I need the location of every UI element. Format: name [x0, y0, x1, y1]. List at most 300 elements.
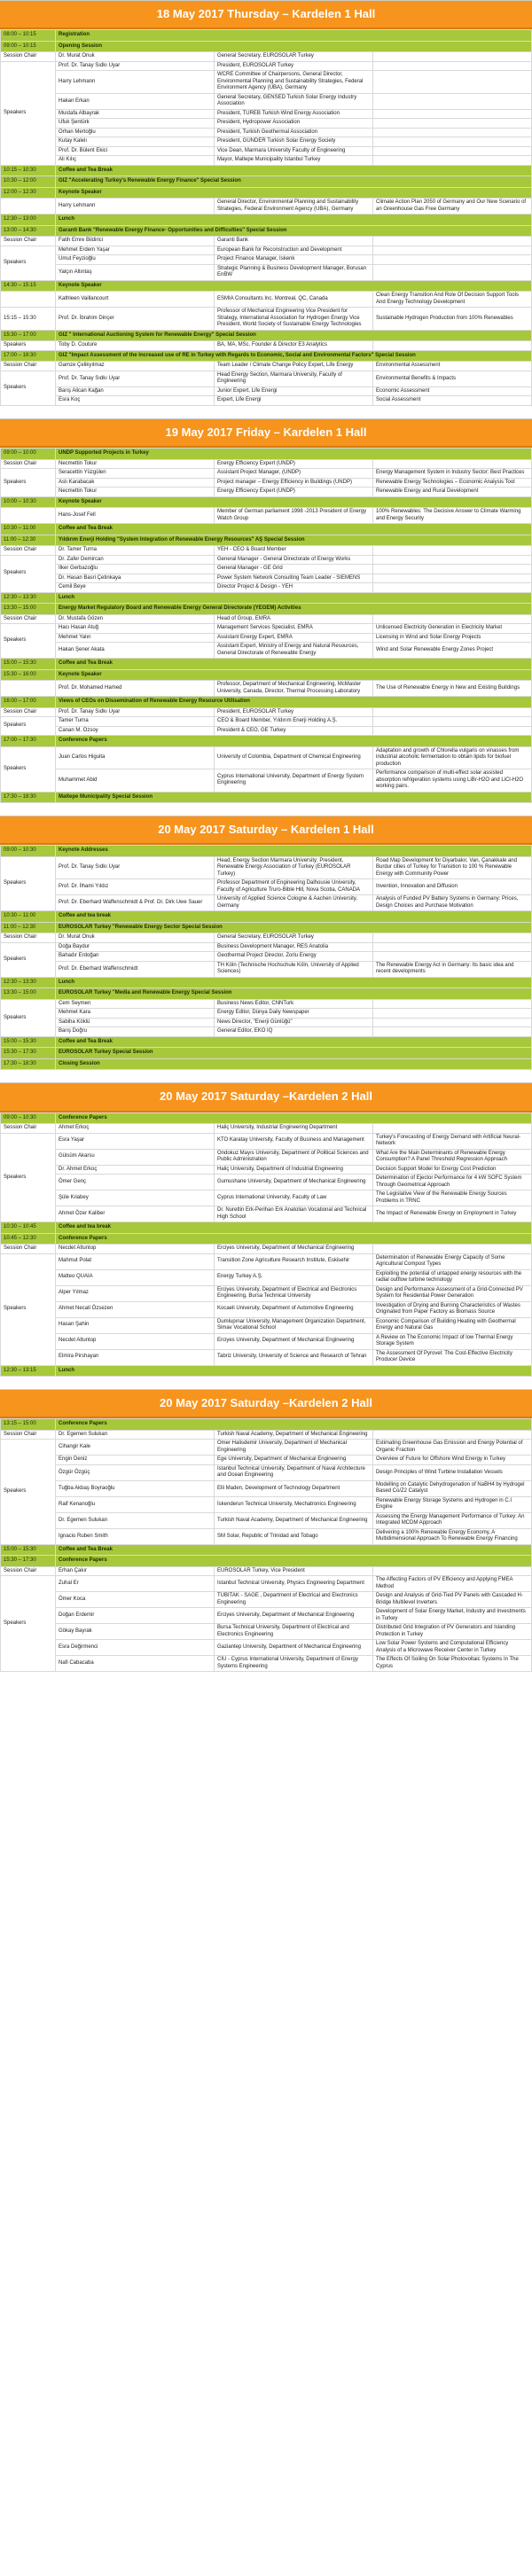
role-label: Speakers: [1, 469, 56, 497]
person-affiliation: Energy Efficiency Expert (UNDP): [215, 488, 373, 497]
speaker-row: [1, 1464, 532, 1480]
paper-title: Unlicensed Electricity Generation in Electricity Market: [373, 624, 532, 634]
session-title: Opening Session: [56, 41, 532, 52]
session-time: 09:00 – 10:30: [1, 846, 56, 857]
session-title: Conference Papers: [56, 1419, 532, 1431]
person-name: Dr. Ahmet Erkoç: [56, 1165, 215, 1175]
speaker-row: [1, 1269, 532, 1285]
role-label: Session Chair: [1, 614, 56, 624]
speaker-row: [1, 128, 532, 137]
person-affiliation: Assistant Project Manager, (UNDP): [215, 469, 373, 479]
speaker-row: [1, 769, 532, 792]
session-time: 13:30 – 15:00: [1, 988, 56, 1000]
person-affiliation: EUROSOLAR Turkey, Vice President: [215, 1566, 373, 1576]
speaker-row: [1, 726, 532, 736]
session-title: Lunch: [56, 977, 532, 988]
person-name: Doğa Baydur: [56, 942, 215, 952]
paper-title: [373, 999, 532, 1009]
person-name: Mehmet Kara: [56, 1009, 215, 1019]
paper-title: Design Principles of Wind Turbine Installation Vessels: [373, 1464, 532, 1480]
speaker-row: [1, 1009, 532, 1019]
session-time: 15:00 – 15:30: [1, 1036, 56, 1048]
person-affiliation: ESMIA Consultants Inc. Montreal, QC, Canada: [215, 292, 373, 308]
speaker-row: [1, 583, 532, 593]
session-time: 09:00 – 10:30: [1, 1112, 56, 1124]
person-affiliation: BA, MA, MSc. Founder & Director E3 Analytics: [215, 341, 373, 351]
session-title: GIZ "Accelerating Turkey's Renewable Energy Finance" Special Session: [56, 176, 532, 188]
paper-title: [373, 565, 532, 574]
person-affiliation: Power System Network Consulting Team Leader - SIEMENS: [215, 574, 373, 583]
person-affiliation: General Manager - General Directorate of Energy Works: [215, 555, 373, 565]
person-affiliation: Ondokuz Mayıs University, Department of Political Sciences and Public Administration: [215, 1149, 373, 1165]
person-affiliation: Strategic Planning & Business Development Manager, Borusan EnBW: [215, 264, 373, 280]
person-affiliation: Gumushane University, Department of Mechanical Engineering: [215, 1175, 373, 1190]
paper-title: Clean Energy Transition And Role Of Decision Support Tools And Energy Technology Development: [373, 292, 532, 308]
person-affiliation: Turkish Naval Academy, Department of Mechanical Engineering: [215, 1512, 373, 1528]
role-label: Speakers: [1, 1253, 56, 1365]
person-name: Ahmet Özer Kaliber: [56, 1206, 215, 1222]
paper-title: Renewable Energy Storage Systems and Hydrogen in C.I Engine: [373, 1496, 532, 1512]
session-header-row: [1, 846, 532, 857]
paper-title: [373, 1027, 532, 1037]
paper-title: The Affecting Factors of PV Efficiency and Applying FMEA Method: [373, 1576, 532, 1592]
person-affiliation: President & CEO, GE Turkey: [215, 726, 373, 736]
session-chair-row: [1, 52, 532, 62]
person-name: Yalçın Altıntaş: [56, 264, 215, 280]
person-affiliation: Project manager – Energy Efficiency in Buildings (UNDP): [215, 478, 373, 488]
speaker-row: [1, 246, 532, 255]
person-name: Dr. Egemen Sulukan: [56, 1430, 215, 1440]
person-affiliation: European Bank for Reconstruction and Development: [215, 246, 373, 255]
session-header-row: [1, 736, 532, 747]
speaker-row: [1, 961, 532, 977]
speaker-row: [1, 469, 532, 479]
person-affiliation: Haliç University, Industrial Engineering Department: [215, 1124, 373, 1134]
session-chair-row: [1, 546, 532, 556]
paper-title: [373, 237, 532, 246]
person-affiliation: General Director, Environmental Planning and Sustainability Strategies, Federal Environment Agency (UBA), Germany: [215, 199, 373, 215]
session-title: GIZ "Impact Assessment of the Increased use of RE in Turkey with Regards to Economic, Social and Environmental Factors" Special Session: [56, 350, 532, 362]
person-name: Doğan Erdemir: [56, 1608, 215, 1624]
person-name: Sabiha Köklü: [56, 1018, 215, 1027]
person-affiliation: Management Services Specialist, EMRA: [215, 624, 373, 634]
session-title: Coffee and Tea Break: [56, 524, 532, 535]
session-title: Coffee and Tea Break: [56, 1544, 532, 1556]
session-chair-row: [1, 707, 532, 717]
person-affiliation: Director Project & Design - YEH: [215, 583, 373, 593]
speaker-row: [1, 119, 532, 129]
session-title: Conference Papers: [56, 1112, 532, 1124]
role-label: Session Chair: [1, 237, 56, 246]
person-name: Harry Lehmann: [56, 71, 215, 94]
paper-title: Delivering a 100% Renewable Energy Economy, A Multidimensional Approach To Renewable Energy Financing: [373, 1528, 532, 1544]
session-title: Registration: [56, 30, 532, 42]
person-name: Kutay Kalelı: [56, 137, 215, 147]
role-label: [1, 292, 56, 308]
day-section: [0, 1389, 532, 1672]
person-affiliation: Elli Maden, Development of Technology Department: [215, 1480, 373, 1496]
session-time: 11:00 – 12:30: [1, 535, 56, 546]
paper-title: Adaptation and growth of Chlorella vulgaris on vinasses from industrial alcoholic fermentation to obtain lipids for biofuel production: [373, 746, 532, 769]
person-affiliation: General Secretary, EUROSOLAR Turkey: [215, 52, 373, 62]
paper-title: Renewable Energy and Rural Development: [373, 488, 532, 497]
session-time: 13:30 – 15:00: [1, 604, 56, 615]
person-affiliation: Business News Editor, CNNTurk: [215, 999, 373, 1009]
person-affiliation: Assistant Energy Expert, EMRA: [215, 633, 373, 643]
role-label: Session Chair: [1, 546, 56, 556]
session-title: Closing Session: [56, 1058, 532, 1070]
person-affiliation: Istanbul Technical University, Department of Naval Architecture and Ocean Engineering: [215, 1464, 373, 1480]
role-label: Speakers: [1, 856, 56, 911]
speaker-row: [1, 895, 532, 911]
person-name: Mustafa Albayrak: [56, 109, 215, 119]
paper-title: [373, 952, 532, 962]
paper-title: [373, 71, 532, 94]
session-time: 10:15 – 10:30: [1, 165, 56, 176]
role-label: Speakers: [1, 1576, 56, 1672]
schedule-table: [0, 29, 532, 406]
paper-title: Economic Assessment: [373, 386, 532, 396]
paper-title: [373, 1430, 532, 1440]
person-name: Hakan Şener Akata: [56, 643, 215, 659]
session-time: 09:00 – 10:15: [1, 41, 56, 52]
paper-title: [373, 264, 532, 280]
session-header-row: [1, 1112, 532, 1124]
speaker-row: [1, 555, 532, 565]
paper-title: 100% Renewables: The Decisive Answer to Climate Warming and Energy Security: [373, 508, 532, 524]
paper-title: [373, 574, 532, 583]
person-affiliation: Assistant Expert, Ministry of Energy and Natural Resources, General Directorate of Renewable Energy: [215, 643, 373, 659]
role-label: Speakers: [1, 61, 56, 165]
session-time: 16:00 – 17:00: [1, 697, 56, 708]
speaker-row: [1, 308, 532, 331]
speaker-row: [1, 1190, 532, 1206]
session-chair-row: [1, 1566, 532, 1576]
speaker-row: [1, 1018, 532, 1027]
role-label: 15:15 – 15:30: [1, 308, 56, 331]
person-affiliation: Expert, Life Energi: [215, 396, 373, 406]
session-title: Conference Papers: [56, 1556, 532, 1567]
session-time: 17:00 – 18:30: [1, 350, 56, 362]
person-name: Cemil Beye: [56, 583, 215, 593]
speaker-row: [1, 999, 532, 1009]
session-time: 15:00 – 15:30: [1, 1544, 56, 1556]
person-affiliation: Geothermal Project Director, Zorlu Energy: [215, 952, 373, 962]
paper-title: Environmental Assessment: [373, 362, 532, 371]
person-affiliation: TÜBİTAK - SAGE , Department of Electrical and Electronics Engineering: [215, 1592, 373, 1608]
speaker-row: [1, 717, 532, 727]
paper-title: Design and Analysis of Grid-Tied PV Panels with Cascaded H-Bridge Multilevel Inverters: [373, 1592, 532, 1608]
speaker-row: [1, 61, 532, 71]
person-name: Raif Kenanoğlu: [56, 1496, 215, 1512]
person-affiliation: News Director, "Enerji Günlüğü": [215, 1018, 373, 1027]
paper-title: Road Map Development for Diyarbakır, Van, Çanakkale and Burdur cities of Turkey for Transition to 100 % Renewable Energy with Community Power: [373, 856, 532, 879]
role-label: [1, 681, 56, 697]
session-time: 13:00 – 14:30: [1, 225, 56, 237]
session-header-row: [1, 535, 532, 546]
role-label: Speakers: [1, 746, 56, 792]
role-label: Session Chair: [1, 362, 56, 371]
session-header-row: [1, 1419, 532, 1431]
role-label: Speakers: [1, 1133, 56, 1222]
session-header-row: [1, 659, 532, 670]
speaker-row: [1, 1027, 532, 1037]
person-name: Prof. Dr. Bülent Ekici: [56, 146, 215, 156]
person-name: Prof. Dr. İbrahim Dinçer: [56, 308, 215, 331]
speaker-row: [1, 1640, 532, 1656]
person-affiliation: Energy Turkey A.Ş.: [215, 1269, 373, 1285]
role-label: Speakers: [1, 555, 56, 592]
person-affiliation: WCRE Committee of Chairpersons, General Director, Environmental Planning and Sustainability Strategies, Federal Environment Agency (UBA), Germany: [215, 71, 373, 94]
paper-title: [373, 726, 532, 736]
person-name: Hacı Hasan Atuğ: [56, 624, 215, 634]
person-affiliation: Erciyes University, Department of Mechanical Engineering: [215, 1245, 373, 1254]
session-time: 10:00 – 10:30: [1, 496, 56, 508]
speaker-row: [1, 1496, 532, 1512]
paper-title: [373, 1124, 532, 1134]
person-name: Canan M. Özsoy: [56, 726, 215, 736]
paper-title: [373, 546, 532, 556]
session-time: 11:00 – 12:30: [1, 922, 56, 933]
speaker-row: [1, 942, 532, 952]
role-label: Speakers: [1, 942, 56, 977]
speaker-row: [1, 146, 532, 156]
session-header-row: [1, 449, 532, 460]
paper-title: [373, 933, 532, 943]
person-affiliation: Transition Zone Agriculture Research Institute, Eskisehir: [215, 1253, 373, 1269]
day-header: 20 May 2017 Saturday –Kardelen 2 Hall: [0, 1390, 532, 1418]
speaker-row: [1, 292, 532, 308]
person-affiliation: Junior Expert, Life Energi: [215, 386, 373, 396]
session-chair-row: [1, 237, 532, 246]
person-affiliation: İskenderun Technical University, Mechatronics Engineering: [215, 1496, 373, 1512]
person-affiliation: Head Energy Section, Marmara University, Faculty of Engineering: [215, 371, 373, 386]
session-time: 10:30 – 10:45: [1, 1222, 56, 1234]
speaker-row: [1, 109, 532, 119]
person-name: Tamer Turna: [56, 717, 215, 727]
person-affiliation: Member of German parliament 1998 -2013 President of Energy Watch Group: [215, 508, 373, 524]
paper-title: Environmental Benefits & Impacts: [373, 371, 532, 386]
person-name: Mehmet Yalın: [56, 633, 215, 643]
paper-title: Exploiting the potential of untapped energy resources with the radial outflow turbine technology: [373, 1269, 532, 1285]
session-title: Conference Papers: [56, 1233, 532, 1245]
paper-title: [373, 707, 532, 717]
person-name: Esra Koç: [56, 396, 215, 406]
day-section: [0, 816, 532, 1070]
session-header-row: [1, 1048, 532, 1059]
person-name: İlker Gerbazoğlu: [56, 565, 215, 574]
person-name: Bahadır Erdoğan: [56, 952, 215, 962]
role-label: [1, 508, 56, 524]
paper-title: Modelling on Catalytic Dehydrogenation of NaBH4 by Hydrogel Based Co/Z2 Catalyst: [373, 1480, 532, 1496]
person-affiliation: Head, Energy Section Marmara University; President, Renewable Energy Association of Turkey (EUROSOLAR Turkey): [215, 856, 373, 879]
paper-title: Renewable Energy Technologies – Economic Analysis Tool: [373, 478, 532, 488]
person-affiliation: Cyprus International University, Department of Energy System Engineering: [215, 769, 373, 792]
paper-title: Development of Solar Energy Market, Industry and Investments in Turkey: [373, 1608, 532, 1624]
paper-title: Overview of Future for Offshore Wind Energy in Turkey: [373, 1456, 532, 1465]
session-title: Coffee and Tea Break: [56, 659, 532, 670]
session-title: Lunch: [56, 592, 532, 604]
person-affiliation: Turkish Naval Academy, Department of Mechanical Engineering: [215, 1430, 373, 1440]
schedule-table: [0, 1418, 532, 1672]
person-name: Dr. Murat Onuk: [56, 52, 215, 62]
person-name: Hasan Şahin: [56, 1317, 215, 1333]
speaker-row: [1, 574, 532, 583]
role-label: Session Chair: [1, 459, 56, 469]
person-affiliation: Dumlupınar University, Management Organization Department, Simav Vocational School: [215, 1317, 373, 1333]
person-affiliation: KTO Karatay University, Faculty of Business and Management: [215, 1133, 373, 1149]
session-time: 13:15 – 15:00: [1, 1419, 56, 1431]
person-name: Barış Doğru: [56, 1027, 215, 1037]
person-name: Matteo QUAIA: [56, 1269, 215, 1285]
person-name: Zuhal Er: [56, 1576, 215, 1592]
session-header-row: [1, 524, 532, 535]
speaker-row: [1, 746, 532, 769]
person-name: Fatih Emre Bildirici: [56, 237, 215, 246]
paper-title: [373, 555, 532, 565]
paper-title: The Assessment Of Pyrovel: The Cost-Effective Electricity Producer Device: [373, 1349, 532, 1365]
session-title: Keynote Speaker: [56, 669, 532, 681]
session-time: 15:00 – 15:30: [1, 659, 56, 670]
person-affiliation: Professor Department of Engineering Dalhousie University, Faculty of Agriculture Truro-Bible Hill, Nova Scotia, CANADA: [215, 879, 373, 895]
person-name: Orhan Mertoğlu: [56, 128, 215, 137]
person-name: Mehmet Erdem Yaşar: [56, 246, 215, 255]
role-label: Speakers: [1, 717, 56, 736]
session-time: 08:00 – 10:15: [1, 30, 56, 42]
speaker-row: [1, 156, 532, 166]
role-label: Speakers: [1, 246, 56, 280]
session-time: 10:45 – 12:30: [1, 1233, 56, 1245]
person-affiliation: Erciyes University, Department of Electrical and Electronics Engineering, Bursa Technical University: [215, 1285, 373, 1301]
speaker-row: [1, 1592, 532, 1608]
session-header-row: [1, 1233, 532, 1245]
session-time: 12:00 – 12:30: [1, 187, 56, 199]
person-affiliation: Professor, Department of Mechanical Engineering, McMaster University, Canada, Director, Thermal Processing Laboratory: [215, 681, 373, 697]
paper-title: [373, 583, 532, 593]
person-name: Harry Lehmann: [56, 199, 215, 215]
person-name: Hans-Josef Fell: [56, 508, 215, 524]
paper-title: Performance comparison of multi-effect solar assisted absorption refrigeration systems using LiBr-H2O and LiCl-H2O working pairs.: [373, 769, 532, 792]
speaker-row: [1, 508, 532, 524]
session-title: Keynote Addresses: [56, 846, 532, 857]
session-header-row: [1, 697, 532, 708]
session-header-row: [1, 1365, 532, 1377]
person-affiliation: Kocaeli University, Department of Automotive Engineering: [215, 1301, 373, 1317]
person-name: Muhammet Abid: [56, 769, 215, 792]
person-affiliation: General Secretary, EUROSOLAR Turkey: [215, 933, 373, 943]
session-chair-row: [1, 1124, 532, 1134]
person-affiliation: Professor of Mechanical Engineering Vice President for Strategy, International Association for Hydrogen Energy Vice President, World Society of Sustainable Energy Technologies: [215, 308, 373, 331]
speaker-row: [1, 137, 532, 147]
paper-title: [373, 137, 532, 147]
person-affiliation: President, GÜNDER Turkish Solar Energy Society: [215, 137, 373, 147]
person-affiliation: General Editor, EKO IQ: [215, 1027, 373, 1037]
paper-title: [373, 146, 532, 156]
speaker-row: [1, 624, 532, 634]
person-name: Elmira Pirshayan: [56, 1349, 215, 1365]
session-time: 10:30 – 11:00: [1, 911, 56, 923]
session-title: Conference Papers: [56, 736, 532, 747]
session-chair-row: [1, 614, 532, 624]
session-header-row: [1, 330, 532, 341]
person-name: Engin Deniz: [56, 1456, 215, 1465]
session-time: 17:30 – 18:30: [1, 792, 56, 803]
paper-title: Decision Support Model for Energy Cost Prediction: [373, 1165, 532, 1175]
paper-title: The Effects Of Soiling On Solar Photovoltaic Systems In The Cyprus: [373, 1656, 532, 1672]
person-name: Kathleen Vaillancourt: [56, 292, 215, 308]
session-title: Energy Market Regulatory Board and Renewable Energy General Directorate (YEGEM) Activities: [56, 604, 532, 615]
person-affiliation: Cyprus International University, Faculty of Law: [215, 1190, 373, 1206]
session-title: Keynote Speaker: [56, 280, 532, 292]
person-affiliation: Garanti Bank: [215, 237, 373, 246]
person-name: Juan Carlos Higuita: [56, 746, 215, 769]
paper-title: [373, 128, 532, 137]
person-affiliation: Ege University, Department of Mechanical Engineering: [215, 1456, 373, 1465]
session-header-row: [1, 669, 532, 681]
person-affiliation: CIU - Cyprus International University, Department of Energy Systems Engineering: [215, 1656, 373, 1672]
speaker-row: [1, 952, 532, 962]
person-name: Prof. Dr. Tanay Sıdkı Uyar: [56, 371, 215, 386]
session-chair-row: [1, 1430, 532, 1440]
day-section: [0, 1082, 532, 1377]
session-time: 15:30 – 17:00: [1, 330, 56, 341]
session-header-row: [1, 176, 532, 188]
speaker-row: [1, 1317, 532, 1333]
paper-title: Design and Performance Assessment of a Grid-Connected PV System for Residential Power Generation: [373, 1285, 532, 1301]
speaker-row: [1, 488, 532, 497]
day-header: 19 May 2017 Friday – Kardelen 1 Hall: [0, 419, 532, 448]
role-label: Speakers: [1, 341, 56, 351]
speaker-row: [1, 1624, 532, 1640]
session-header-row: [1, 1058, 532, 1070]
session-title: Lunch: [56, 1365, 532, 1377]
speaker-row: [1, 386, 532, 396]
person-name: Özgür Özgüç: [56, 1464, 215, 1480]
speaker-row: [1, 1349, 532, 1365]
person-affiliation: Dr. Nurettin Erk-Perihan Erk Anatolian Vocational and Technical High School: [215, 1206, 373, 1222]
paper-title: Wind and Solar Renewable Energy Zones Project: [373, 643, 532, 659]
session-time: 10:30 – 11:00: [1, 524, 56, 535]
person-name: Tuğba Akbaş Boyraoğlu: [56, 1480, 215, 1496]
session-title: Keynote Speaker: [56, 496, 532, 508]
person-name: Dr. Tamer Turna: [56, 546, 215, 556]
speaker-row: [1, 478, 532, 488]
person-name: Prof. Dr. Tanay Sıdkı Uyar: [56, 707, 215, 717]
person-affiliation: Tabriz University, University of Science and Research of Tehran: [215, 1349, 373, 1365]
person-name: Nafi Cabacaba: [56, 1656, 215, 1672]
speaker-row: [1, 565, 532, 574]
paper-title: [373, 1009, 532, 1019]
day-header: 20 May 2017 Saturday –Kardelen 2 Hall: [0, 1083, 532, 1112]
session-title: Yıldırım Enerji Holding "System Integration of Renewable Energy Resources" AŞ Special Session: [56, 535, 532, 546]
speaker-row: [1, 341, 532, 351]
person-name: Hakan Erkan: [56, 93, 215, 109]
session-time: 15:30 – 17:30: [1, 1556, 56, 1567]
session-title: GIZ " International Auctioning System for Renewable Energy" Special Session: [56, 330, 532, 341]
speaker-row: [1, 1608, 532, 1624]
person-affiliation: Energy Efficiency Expert (UNDP): [215, 459, 373, 469]
person-name: Dr. Murat Onuk: [56, 933, 215, 943]
person-name: Prof. Dr. Eberhard Waffenschmidt: [56, 961, 215, 977]
paper-title: What Are the Main Determinants of Renewable Energy Consumption? A Panel Threshold Regression Approach: [373, 1149, 532, 1165]
schedule-table: [0, 448, 532, 803]
paper-title: [373, 1566, 532, 1576]
person-name: Mahmut Polat: [56, 1253, 215, 1269]
speaker-row: [1, 1149, 532, 1165]
paper-title: Low Solar Power Systems and Computational Efficiency Analysis of a Microwave Receiver Center in Turkey: [373, 1640, 532, 1656]
paper-title: Energy Management System in Industry Sector: Best Practices: [373, 469, 532, 479]
person-name: Gülsüm Akarsu: [56, 1149, 215, 1165]
